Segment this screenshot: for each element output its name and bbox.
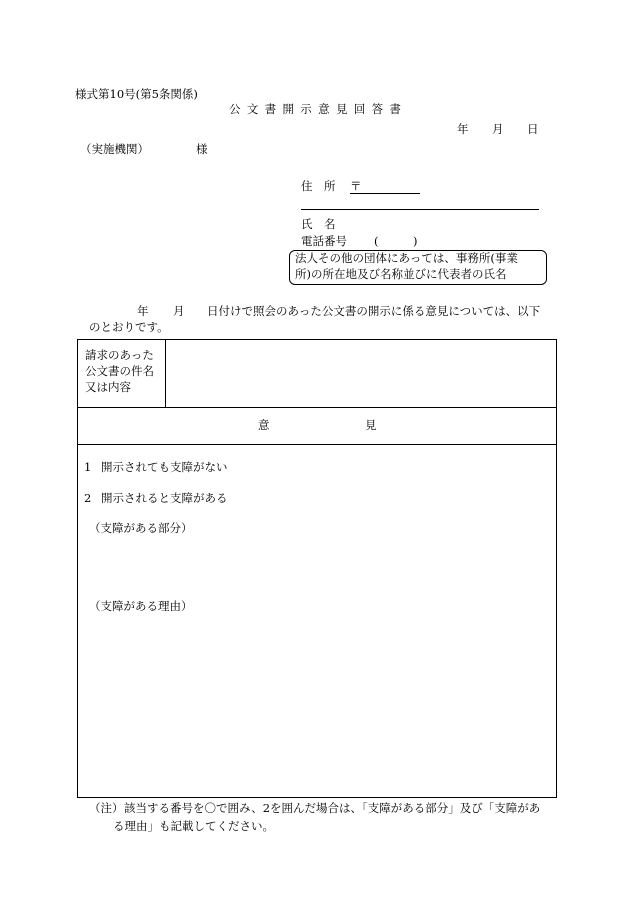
- note-line1: 該当する番号を〇で囲み、2を囲んだ場合は、「支障がある部分」及び「支障があ: [124, 801, 541, 815]
- address-label: 住 所: [301, 179, 336, 193]
- restricted-part-label: （支障がある部分）: [89, 521, 193, 535]
- opinion-header-left: 意: [258, 418, 270, 432]
- date-day-label: 日: [527, 122, 539, 136]
- note-label: （注）: [89, 801, 124, 815]
- date-year-label: 年: [457, 122, 469, 136]
- opinion-header-right: 見: [365, 418, 377, 432]
- restricted-reason-label: （支障がある理由）: [89, 599, 193, 613]
- option-text: 開示されると支障がある: [101, 491, 228, 505]
- postal-mark: 〒: [350, 179, 362, 193]
- addressee-org: （実施機関）: [80, 142, 149, 156]
- restricted-part-field[interactable]: [90, 540, 550, 595]
- option-number: 1: [84, 460, 92, 474]
- table-row1-divider: [165, 339, 166, 407]
- option-number: 2: [84, 491, 92, 505]
- subject-label-line: 公文書の件名: [85, 364, 154, 378]
- address-underline: [301, 209, 539, 210]
- corporate-note-line2: 所)の所在地及び名称並びに代表者の氏名: [295, 267, 507, 281]
- postal-code-underline: [350, 193, 420, 194]
- intro-line2: のとおりです。: [89, 320, 169, 334]
- subject-value-field[interactable]: [167, 341, 555, 406]
- restricted-reason-field[interactable]: [90, 618, 550, 788]
- intro-line1: 日付けで照会のあった公文書の開示に係る意見については、以下: [207, 304, 541, 318]
- subject-label-line: 又は内容: [85, 380, 131, 394]
- intro-year: 年: [137, 304, 149, 318]
- document-title: 公文書開示意見回答書: [229, 102, 408, 116]
- table-header-bottom: [77, 444, 557, 445]
- date-month-label: 月: [492, 122, 504, 136]
- name-label: 氏 名: [301, 217, 336, 231]
- phone-label: 電話番号: [301, 234, 347, 248]
- intro-month: 月: [173, 304, 185, 318]
- note-line2: る理由」も記載してください。: [113, 819, 274, 833]
- addressee-honorific: 様: [196, 142, 208, 156]
- corporate-note-line1: 法人その他の団体にあっては、事務所(事業: [295, 251, 518, 265]
- table-bottom-border: [77, 797, 557, 798]
- phone-parens: ( ): [374, 234, 418, 248]
- subject-label-line: 請求のあった: [85, 348, 154, 362]
- table-row1-bottom: [77, 407, 557, 408]
- table-top-border: [77, 339, 557, 340]
- option-text: 開示されても支障がない: [101, 460, 228, 474]
- form-number: 様式第10号(第5条関係): [75, 87, 198, 101]
